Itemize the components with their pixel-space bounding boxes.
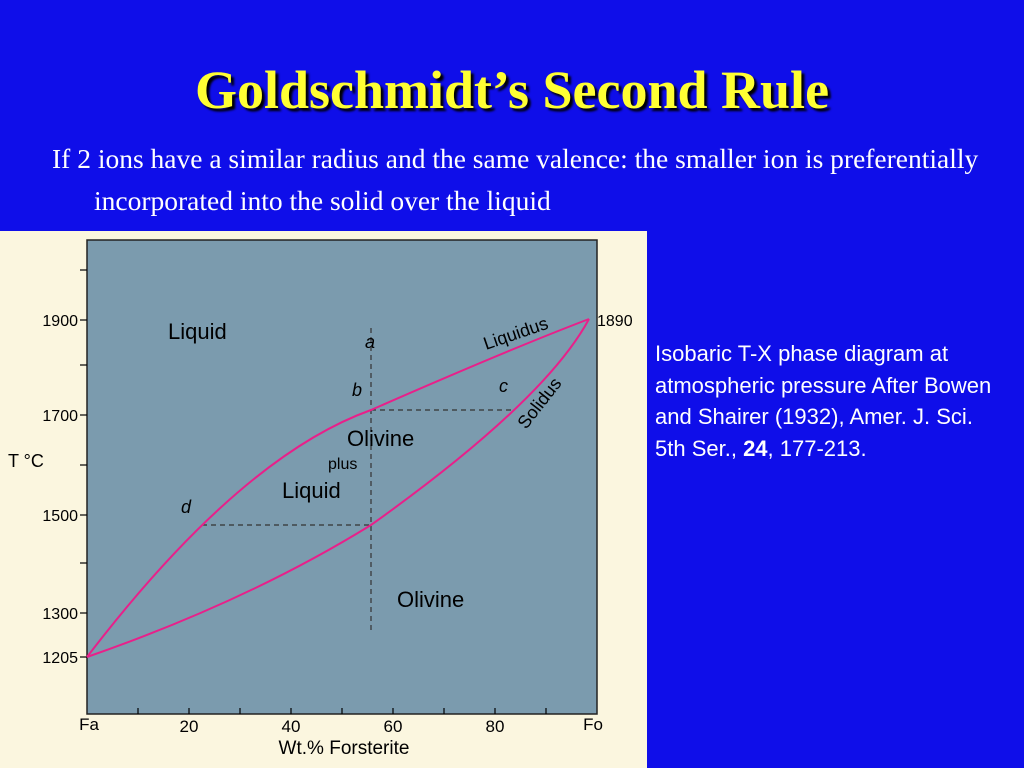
x-tick-label-fo: Fo	[583, 715, 603, 734]
x-tick-label-80: 80	[485, 717, 505, 736]
y-tick-label-1500: 1500	[42, 508, 78, 525]
region-plus: plus	[328, 456, 358, 473]
y-tick-label-1700: 1700	[42, 408, 78, 425]
point-d: d	[181, 497, 192, 517]
x-axis-label: Wt.% Forsterite	[278, 738, 410, 759]
phase-diagram-svg	[0, 231, 647, 768]
point-b: b	[352, 380, 363, 400]
slide-title: Goldschmidt’s Second Rule	[194, 60, 830, 120]
x-tick-label-40: 40	[281, 717, 301, 736]
right-endpoint-label: 1890	[597, 313, 633, 330]
caption-pages: , 177-213.	[767, 435, 867, 461]
caption-text: Isobaric T-X phase diagram at atmospheric pressure After Bowen and Shairer (1932), Amer. J. Sci. 5th Ser.,	[655, 341, 992, 461]
region-olivine-plus-liquid-liquid: Liquid	[282, 478, 341, 503]
y-endpoint-label: 1205	[42, 650, 78, 667]
plot-area	[87, 240, 597, 714]
caption-volume: 24	[743, 435, 768, 461]
point-a: a	[365, 332, 376, 352]
y-tick-label-1900: 1900	[42, 313, 78, 330]
y-ticks	[80, 270, 87, 657]
y-tick-label-1300: 1300	[42, 606, 78, 623]
phase-diagram	[0, 231, 647, 768]
x-tick-label-fa: Fa	[79, 715, 99, 734]
x-tick-label-20: 20	[179, 717, 199, 736]
point-c: c	[499, 376, 508, 396]
region-olivine: Olivine	[397, 587, 465, 612]
region-olivine-plus-liquid-olivine: Olivine	[347, 426, 415, 451]
diagram-caption	[655, 338, 995, 464]
solidus-label: Solidus	[513, 373, 566, 433]
liquidus-label: Liquidus	[480, 313, 551, 354]
x-tick-label-60: 60	[383, 717, 403, 736]
rule-statement: If 2 ions have a similar radius and the same valence: the smaller ion is preferentially incorporated into the solid over the liquid	[52, 143, 979, 216]
region-liquid: Liquid	[168, 319, 227, 344]
y-axis-label: T °C	[8, 451, 44, 471]
